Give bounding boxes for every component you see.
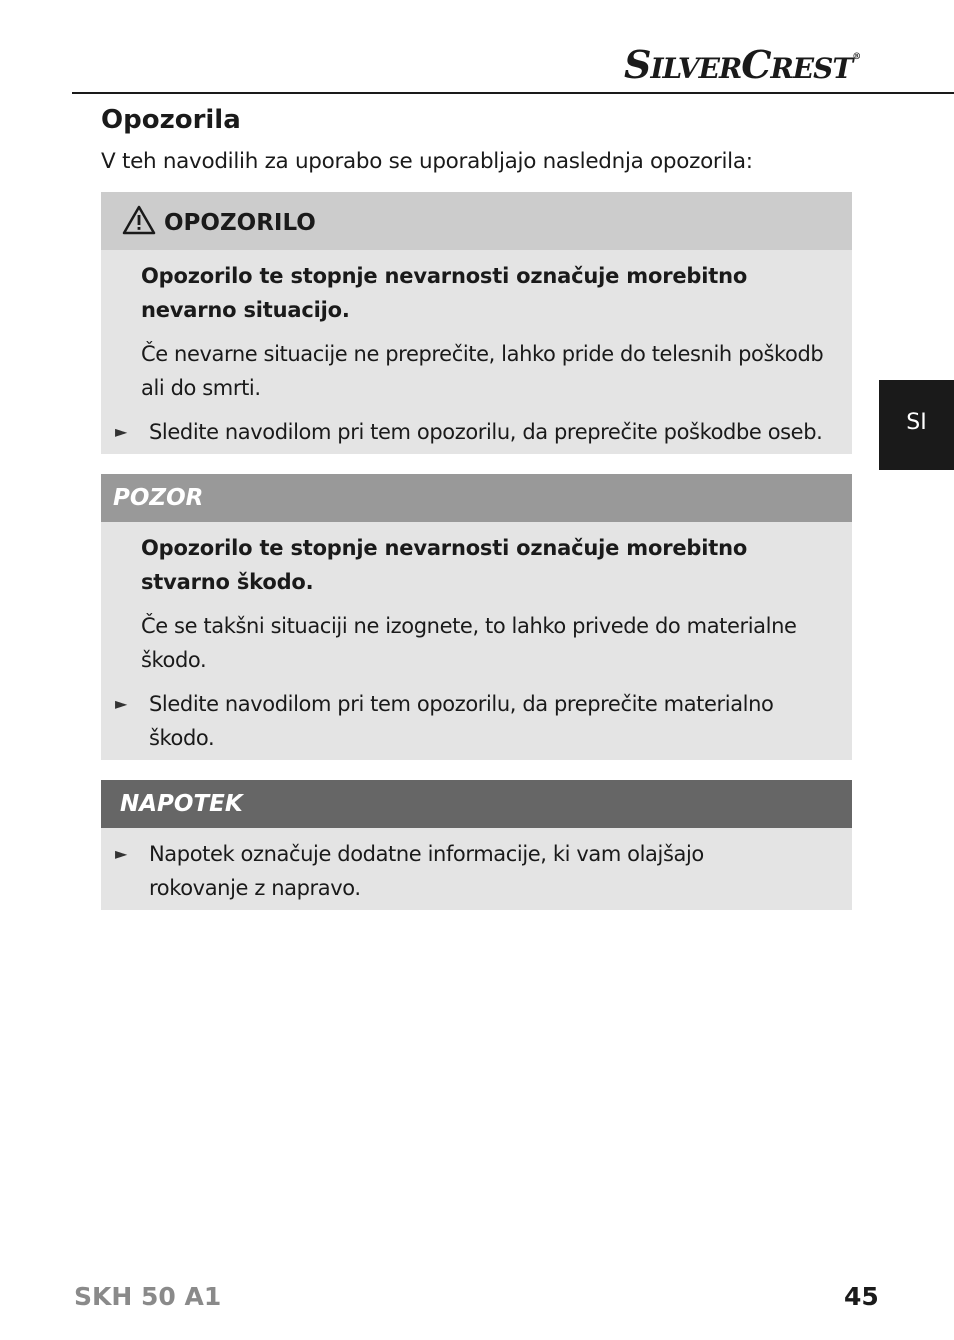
language-tab-label: SI xyxy=(906,410,927,435)
caution-bullet: Sledite navodilom pri tem opozorilu, da preprečite materialno škodo. xyxy=(149,692,774,750)
section-title: Opozorila xyxy=(101,105,241,135)
footer-page-number: 45 xyxy=(844,1282,879,1311)
right-pointer-icon: ► xyxy=(115,844,128,863)
note-bullet: Napotek označuje dodatne informacije, ki vam olajšajo rokovanje z napravo. xyxy=(149,842,704,900)
warning-box-header xyxy=(101,192,852,250)
warning-body: Če nevarne situacije ne preprečite, lahko pride do telesnih poškodb ali do smrti. xyxy=(141,342,824,400)
silvercrest-logo: SILVERCREST® xyxy=(624,42,861,87)
language-tab xyxy=(879,380,954,470)
warning-header-label: OPOZORILO xyxy=(164,210,316,236)
caution-box xyxy=(101,474,852,760)
caution-box-header xyxy=(101,474,852,522)
right-pointer-icon: ► xyxy=(115,422,128,441)
note-box xyxy=(101,780,852,910)
note-box-header xyxy=(101,780,852,828)
caution-lead: Opozorilo te stopnje nevarnosti označuje morebitno stvarno škodo. xyxy=(141,536,748,594)
header-rule xyxy=(72,92,954,94)
caution-body: Če se takšni situaciji ne izognete, to lahko privede do materialne škodo. xyxy=(141,614,797,672)
warning-triangle-icon xyxy=(121,204,157,236)
caution-header-label: POZOR xyxy=(113,485,204,511)
warning-lead: Opozorilo te stopnje nevarnosti označuje morebitno nevarno situacijo. xyxy=(141,264,748,322)
footer-model-number: SKH 50 A1 xyxy=(74,1282,222,1311)
warning-bullet: Sledite navodilom pri tem opozorilu, da preprečite poškodbe oseb. xyxy=(149,420,823,444)
right-pointer-icon: ► xyxy=(115,694,128,713)
warning-box xyxy=(101,192,852,454)
section-intro: V teh navodilih za uporabo se uporabljajo naslednja opozorila: xyxy=(101,149,753,174)
note-header-label: NAPOTEK xyxy=(120,791,243,817)
